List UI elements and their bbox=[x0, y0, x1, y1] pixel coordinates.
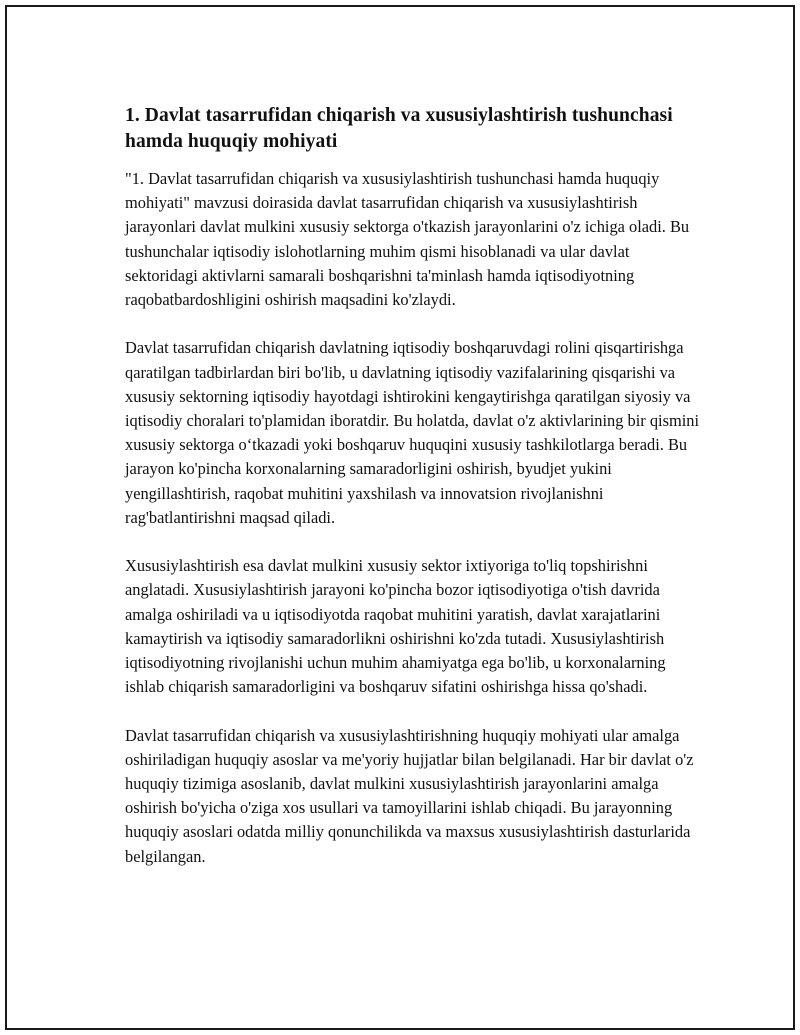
paragraph-legal-essence: Davlat tasarrufidan chiqarish va xususiylashtirishning huquqiy mohiyati ular amalga oshiriladigan huquqiy asoslar va me'yoriy hujjatlar bilan belgilanadi. Har bir davlat o'z huquqiy tizimiga asoslanib, davlat mulkini xususiylashtirish jarayonlarini amalga oshirish bo'yicha o'ziga xos usullari va tamoyillarini ishlab chiqadi. Bu jarayonning huquqiy asoslari odatda milliy qonunchilikda va maxsus xususiylashtirish dasturlarida belgilangan. bbox=[125, 725, 694, 866]
document-body bbox=[125, 103, 705, 893]
paragraph-denationalization: Davlat tasarrufidan chiqarish davlatning iqtisodiy boshqaruvdagi rolini qisqartirishga qaratilgan tadbirlardan biri bo'lib, u davlatning iqtisodiy vazifalarining qisqarishi va xususiy sektorning iqtisodiy hayotdagi ishtirokini kengaytirishga qaratilgan siyosiy va iqtisodiy choralari to'plamidan iboratdir. Bu holatda, davlat o'z aktivlarining bir qismini xususiy sektorga o‘tkazadi yoki boshqaruv huquqini xususiy tashkilotlarga beradi. Bu jarayon ko'pincha korxonalarning samaradorligini oshirish, byudjet yukini yengillashtirish, raqobat muhitini yaxshilash va innovatsion rivojlanishni rag'batlantirishni maqsad qiladi. bbox=[125, 338, 699, 527]
section-heading: 1. Davlat tasarrufidan chiqarish va xususiylashtirish tushunchasi hamda huquqiy mohiyati bbox=[125, 105, 673, 152]
paragraph-intro: "1. Davlat tasarrufidan chiqarish va xususiylashtirish tushunchasi hamda huquqiy mohiyati" mavzusi doirasida davlat tasarrufidan chiqarish va xususiylashtirish jarayonlari davlat mulkini xususiy sektorga o'tkazish jarayonlarini o'z ichiga oladi. Bu tushunchalar iqtisodiy islohotlarning muhim qismi hisoblanadi va ular davlat sektoridagi aktivlarni samarali boshqarishni ta'minlash hamda iqtisodiyotning raqobatbardoshligini oshirish maqsadini ko'zlaydi. bbox=[125, 169, 690, 310]
page-frame bbox=[5, 5, 795, 1030]
paragraph-privatization: Xususiylashtirish esa davlat mulkini xususiy sektor ixtiyoriga to'liq topshirishni anglatadi. Xususiylashtirish jarayoni ko'pincha bozor iqtisodiyotiga o'tish davrida amalga oshiriladi va u iqtisodiyotda raqobat muhitini yaratish, davlat xarajatlarini kamaytirish va iqtisodiy samaradorlikni oshirishni ko'zda tutadi. Xususiylashtirish iqtisodiyotning rivojlanishi uchun muhim ahamiyatga ega bo'lib, u korxonalarning ishlab chiqarish samaradorligini va boshqaruv sifatini oshirishga hissa qo'shadi. bbox=[125, 556, 666, 697]
